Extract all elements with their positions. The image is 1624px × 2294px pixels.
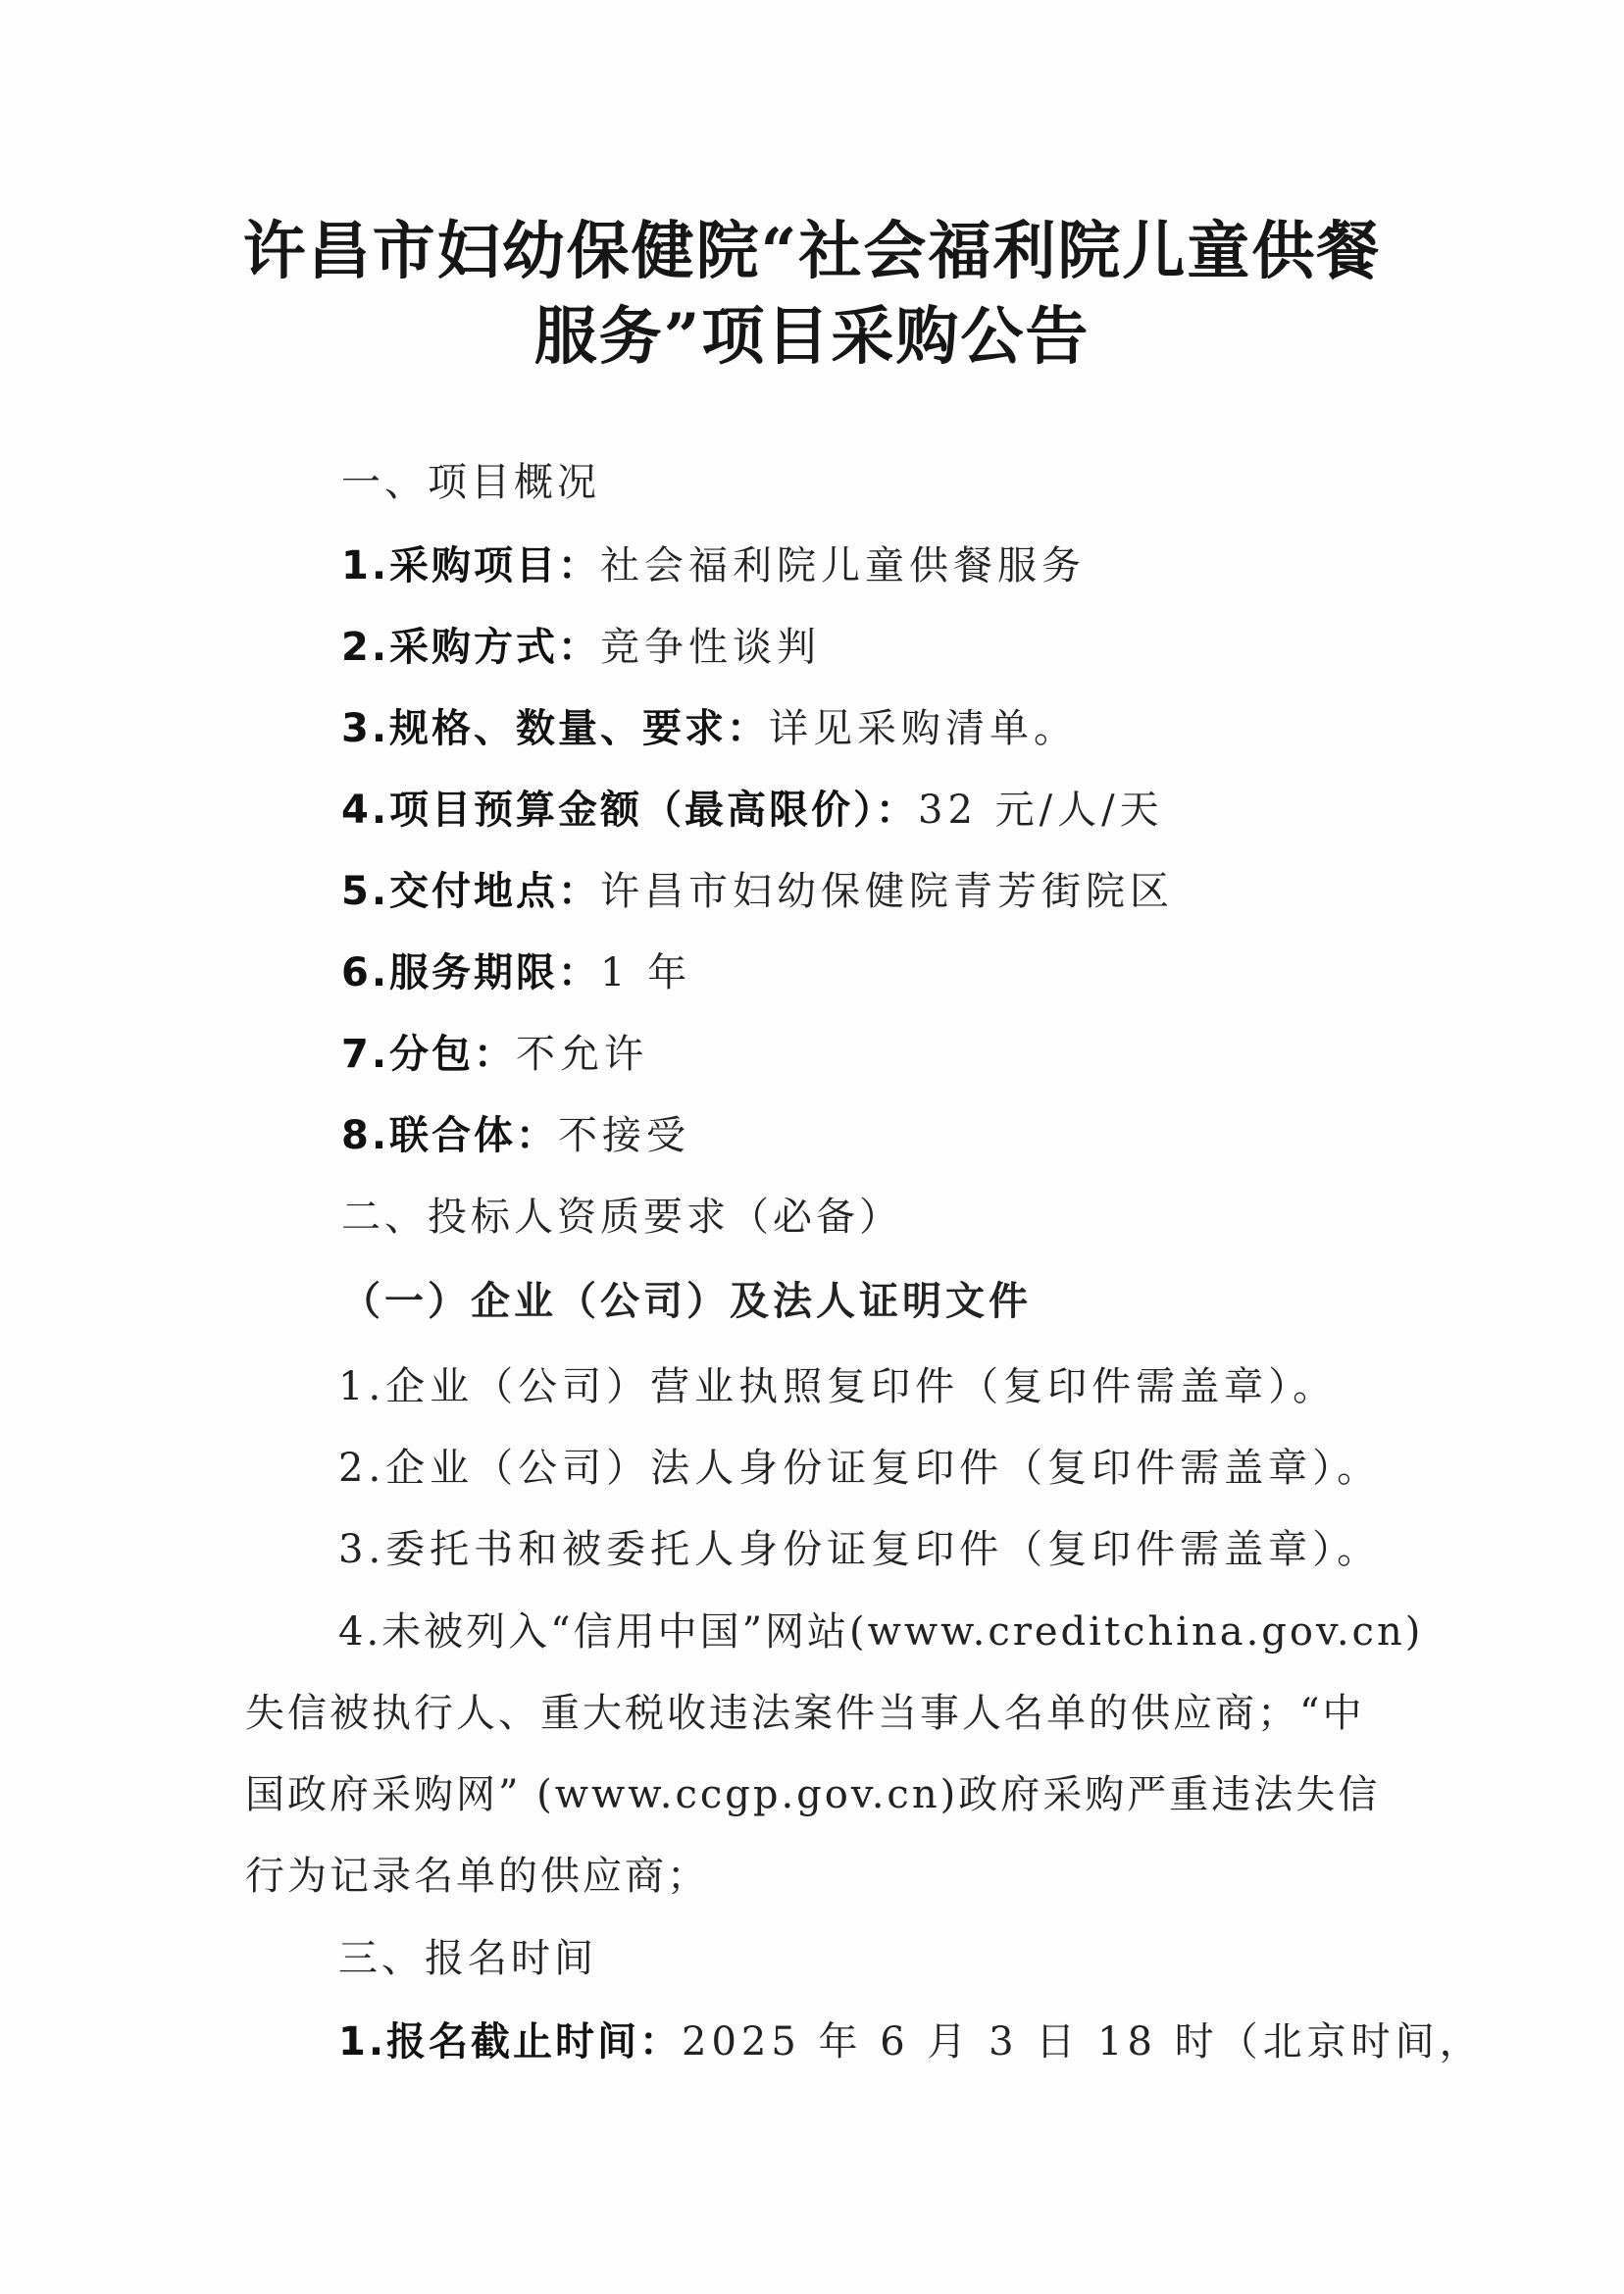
list-item <box>341 942 691 997</box>
item-value: 1 年 <box>600 950 692 995</box>
list-item <box>341 1023 648 1079</box>
item-value: 32 元/人/天 <box>918 788 1164 833</box>
list-item <box>341 860 1174 916</box>
item-label: 8.联合体： <box>341 1113 559 1158</box>
item-value: 竞争性谈判 <box>600 625 822 670</box>
item-label: 6.服务期限： <box>341 950 601 995</box>
section-heading-overview: 一、项目概况 <box>341 460 600 505</box>
item-value: 社会福利院儿童供餐服务 <box>600 543 1087 588</box>
list-item <box>341 535 1086 590</box>
document-title-line-2: 服务”项目采购公告 <box>533 300 1091 374</box>
paragraph-line: 行为记录名单的供应商； <box>245 1854 709 1899</box>
item-value: 详见采购清单。 <box>769 706 1079 751</box>
list-item: 2.企业（公司）法人身份证复印件（复印件需盖章）。 <box>338 1446 1382 1491</box>
list-item: 1.企业（公司）营业执照复印件（复印件需盖章）。 <box>338 1364 1338 1409</box>
list-item <box>341 1104 690 1160</box>
list-item: 3.委托书和被委托人身份证复印件（复印件需盖章）。 <box>338 1527 1382 1572</box>
list-item <box>341 697 1078 753</box>
list-item <box>338 2011 1484 2066</box>
subsection-heading: （一）企业（公司）及法人证明文件 <box>341 1279 1032 1324</box>
item-label: 1.采购项目： <box>341 543 601 588</box>
document-title-line-1: 许昌市妇幼保健院“社会福利院儿童供餐 <box>242 215 1382 288</box>
item-value: 许昌市妇幼保健院青芳街院区 <box>600 869 1175 914</box>
section-heading-registration: 三、报名时间 <box>338 1936 597 1981</box>
paragraph-line: 失信被执行人、重大税收违法案件当事人名单的供应商；“中 <box>245 1691 1365 1736</box>
item-value: 不接受 <box>558 1113 691 1158</box>
item-label: 3.规格、数量、要求： <box>341 706 770 751</box>
item-label: 5.交付地点： <box>341 869 601 914</box>
item-label: 1.报名截止时间： <box>338 2019 683 2065</box>
section-heading-qualifications: 二、投标人资质要求（必备） <box>341 1195 902 1240</box>
item-label: 2.采购方式： <box>341 625 601 670</box>
paragraph-line: 国政府采购网” (www.ccgp.gov.cn)政府采购严重违法失信 <box>245 1772 1381 1817</box>
item-label: 7.分包： <box>341 1032 517 1077</box>
item-value: 2025 年 6 月 3 日 18 时（北京时间， <box>682 2019 1484 2065</box>
list-item <box>341 616 821 672</box>
item-value: 不允许 <box>516 1032 649 1077</box>
list-item <box>341 779 1164 835</box>
paragraph-line: 4.未被列入“信用中国”网站(www.creditchina.gov.cn) <box>338 1609 1424 1655</box>
item-label: 4.项目预算金额（最高限价）： <box>341 788 919 833</box>
